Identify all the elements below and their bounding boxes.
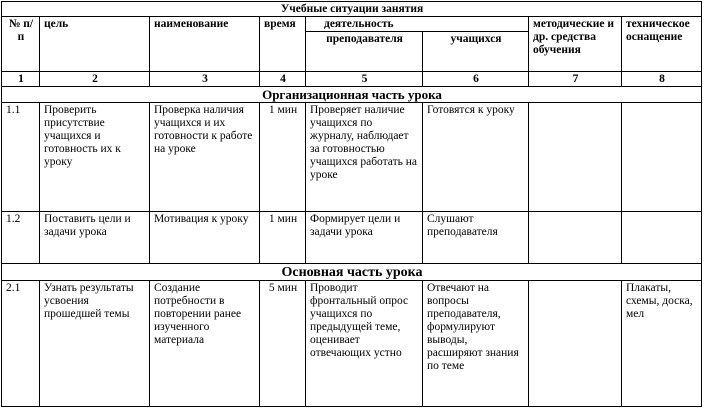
lesson-plan-table [1,1,702,407]
column-number: 6 [423,72,529,87]
section-title: Организационная часть урока [2,87,702,103]
header-time: время [260,17,306,72]
row-equipment: Плакаты, схемы, доска, мел [622,281,702,407]
row-name: Проверка наличия учащихся и их готовности к работе на уроке [150,103,260,212]
table-row [2,281,702,407]
row-number: 2.1 [2,281,40,407]
row-goal: Узнать результаты усвоения прошедшей темы [40,281,150,407]
row-name: Создание потребности в повторении ранее изученного материала [150,281,260,407]
header-goal: цель [40,17,150,72]
row-teacher-activity: Проверяет наличие учащихся по журналу, наблюдает за готовностью учащихся работать на уроке [306,103,423,212]
row-student-activity: Отвечают на вопросы преподавателя, формулируют выводы, расширяют знания по теме [423,281,529,407]
row-time: 5 мин [260,281,306,407]
table-row [2,212,702,264]
row-student-activity: Слушают преподавателя [423,212,529,264]
row-number: 1.2 [2,212,40,264]
table-title-row [2,2,702,17]
header-students: учащихся [423,32,529,72]
column-number: 8 [622,72,702,87]
row-goal: Проверить присутствие учащихся и готовность их к уроку [40,103,150,212]
header-activity: деятельность [306,17,529,32]
row-teacher-activity: Формирует цели и задачи урока [306,212,423,264]
header-equipment: техническое оснащение [622,17,702,72]
column-number: 5 [306,72,423,87]
row-time: 1 мин [260,103,306,212]
row-methods [529,103,622,212]
column-number: 4 [260,72,306,87]
row-time: 1 мин [260,212,306,264]
table-title: Учебные ситуации занятия [2,2,702,17]
row-methods [529,281,622,407]
header-name: наименование [150,17,260,72]
header-num: № п/п [2,17,40,72]
table-row [2,103,702,212]
column-number: 2 [40,72,150,87]
header-teacher: преподавателя [306,32,423,72]
header-row-1 [2,17,702,32]
header-methods: методические и др. средства обучения [529,17,622,72]
row-equipment [622,103,702,212]
row-goal: Поставить цели и задачи урока [40,212,150,264]
row-name: Мотивация к уроку [150,212,260,264]
section-row [2,87,702,103]
row-teacher-activity: Проводит фронтальный опрос учащихся по предыдущей теме, оценивает отвечающих устно [306,281,423,407]
row-student-activity: Готовятся к уроку [423,103,529,212]
column-number: 7 [529,72,622,87]
column-number: 1 [2,72,40,87]
section-title: Основная часть урока [2,264,702,281]
column-number-row [2,72,702,87]
section-row [2,264,702,281]
column-number: 3 [150,72,260,87]
row-methods [529,212,622,264]
row-number: 1.1 [2,103,40,212]
row-equipment [622,212,702,264]
